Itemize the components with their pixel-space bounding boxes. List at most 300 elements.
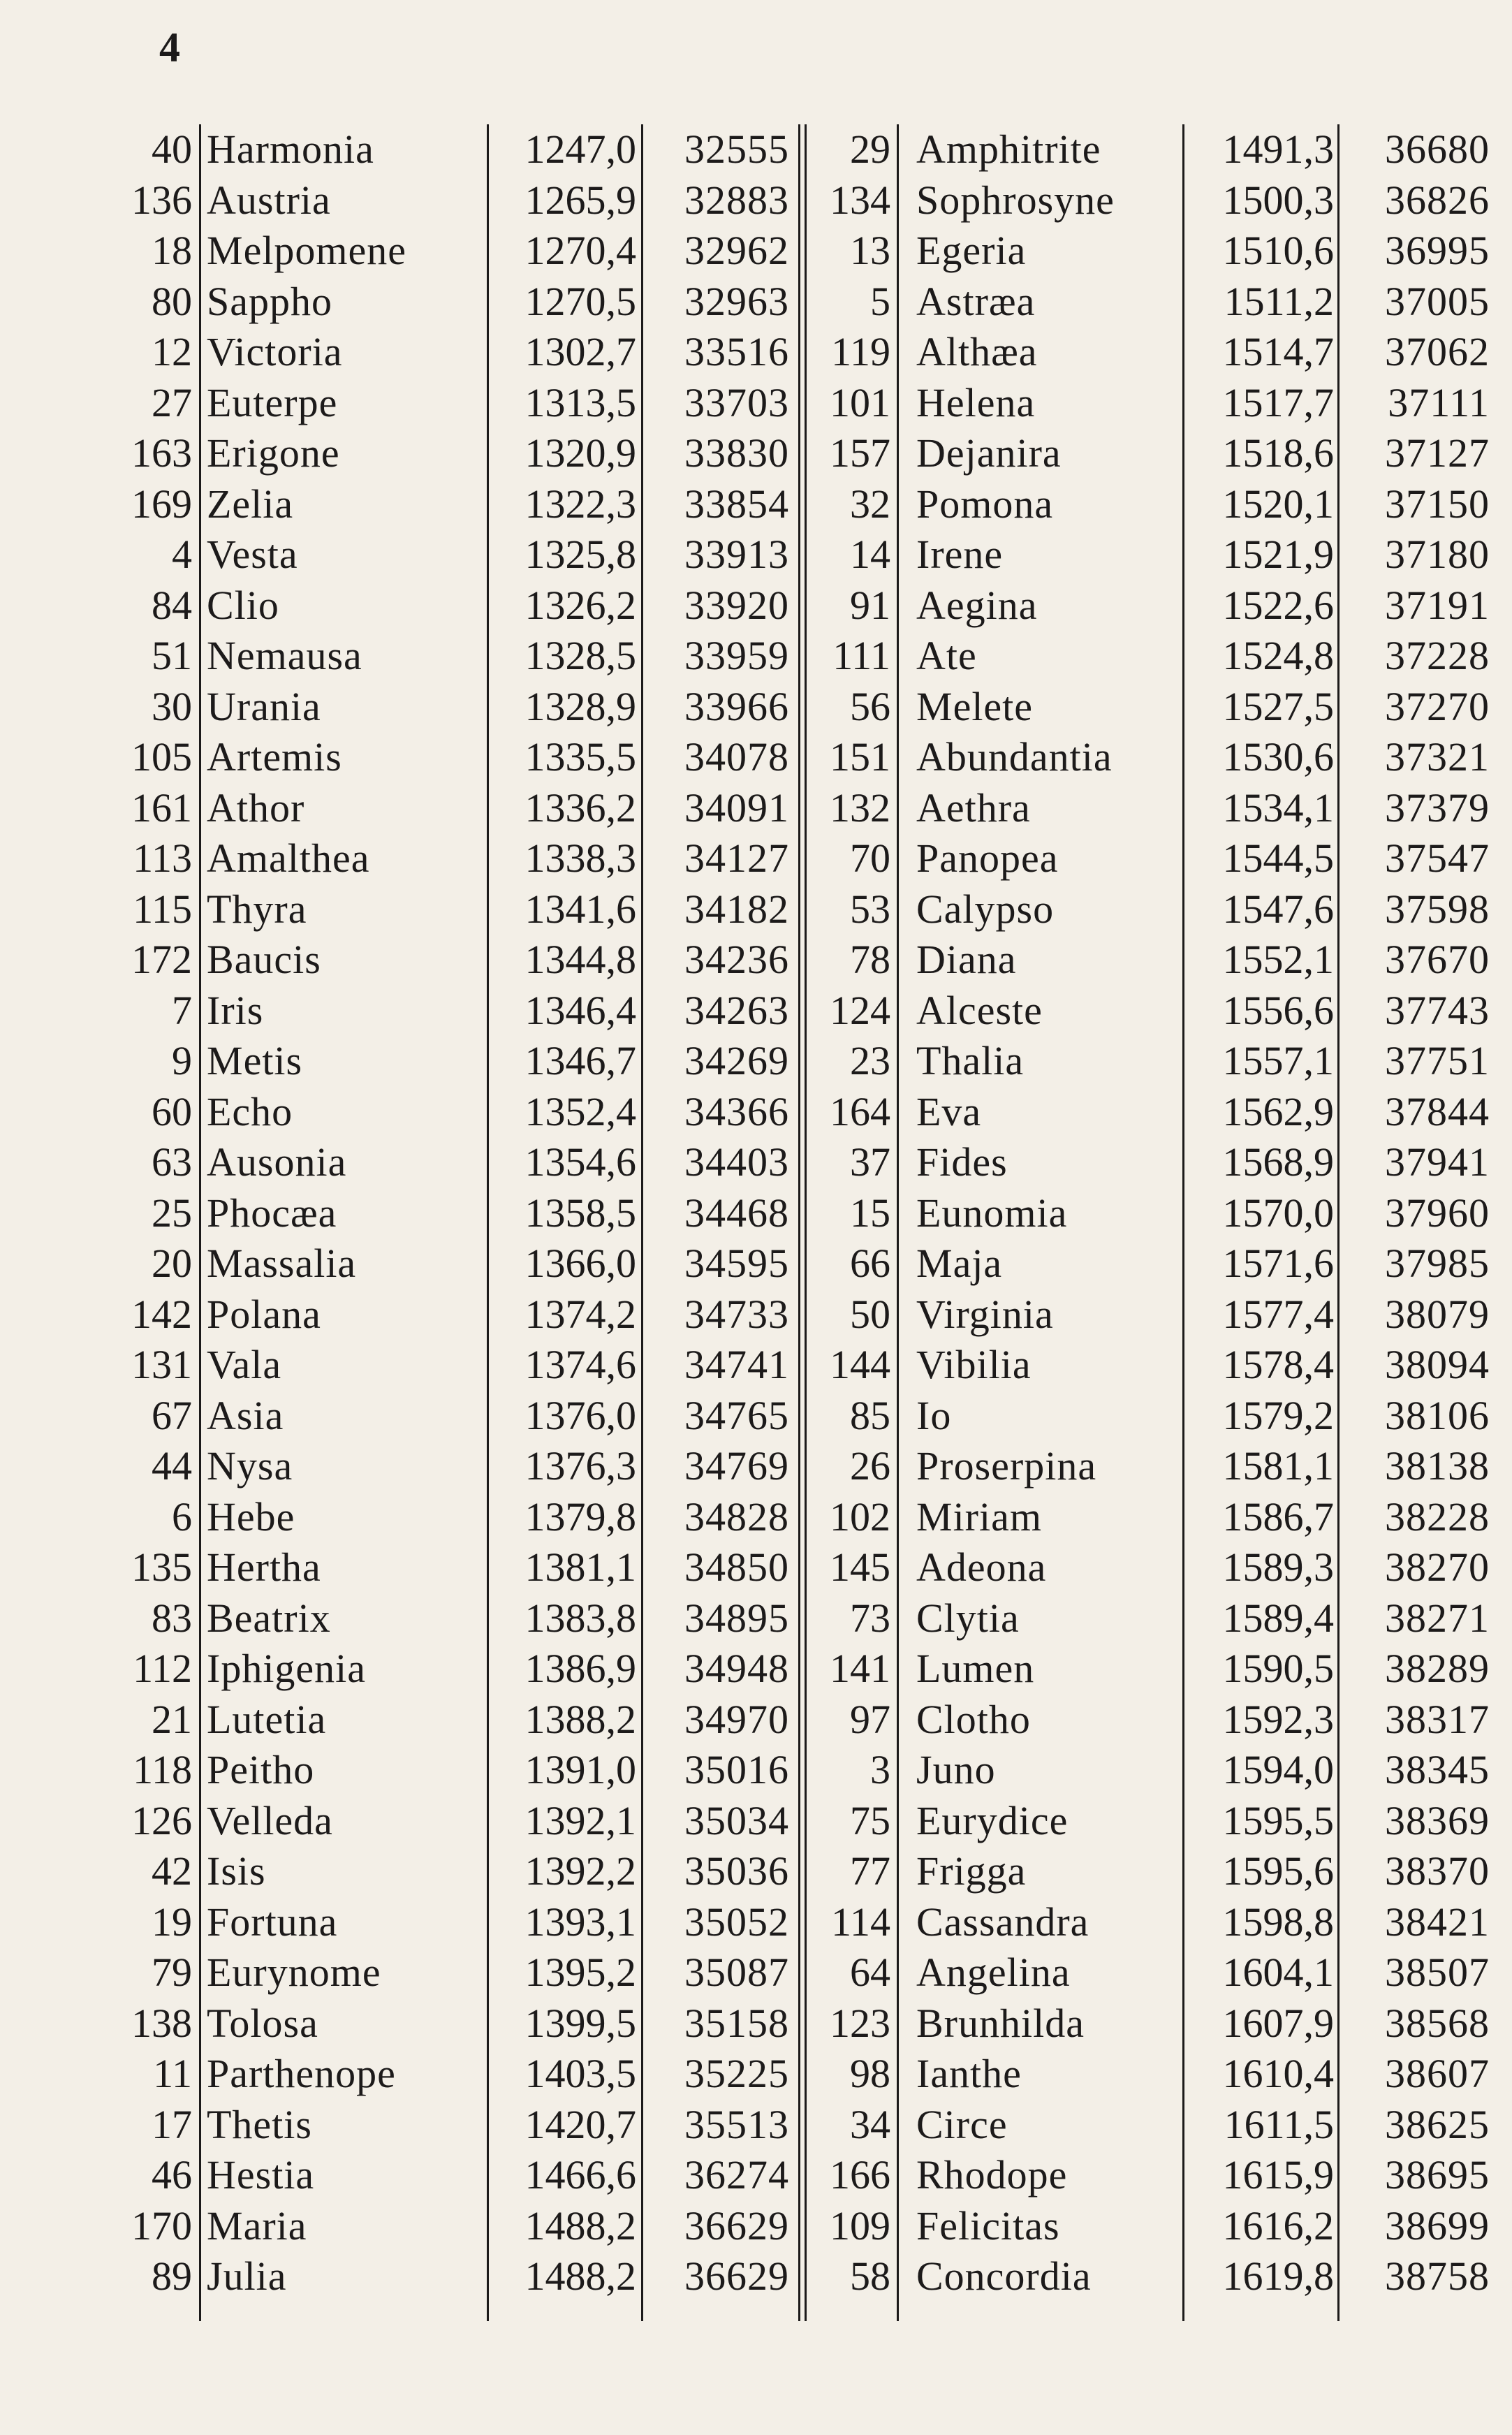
right-name: Rhodope	[916, 2152, 1068, 2198]
right-name: Calypso	[916, 886, 1055, 932]
left-magnitude: 32555	[684, 126, 789, 172]
left-number: 172	[131, 937, 192, 982]
right-magnitude: 38370	[1385, 1848, 1490, 1894]
left-number: 9	[172, 1038, 192, 1083]
left-name: Beatrix	[207, 1595, 331, 1641]
left-value: 1336,2	[524, 784, 636, 831]
left-number: 17	[152, 2101, 192, 2147]
table-row	[0, 1796, 1512, 1847]
left-name: Velleda	[207, 1797, 333, 1843]
table-row	[0, 124, 1512, 175]
left-number: 89	[152, 2253, 192, 2299]
left-number: 118	[133, 1747, 192, 1792]
table-row	[0, 1441, 1512, 1492]
left-magnitude: 36629	[684, 2202, 789, 2248]
right-number: 102	[830, 1493, 890, 1540]
right-magnitude: 37005	[1385, 278, 1490, 324]
right-magnitude: 37960	[1385, 1190, 1490, 1236]
left-value: 1374,2	[524, 1291, 636, 1337]
left-number: 60	[152, 1088, 192, 1134]
left-value: 1393,1	[524, 1899, 636, 1945]
right-magnitude: 37111	[1388, 379, 1490, 425]
left-magnitude: 34269	[684, 1038, 789, 1083]
right-number: 15	[850, 1190, 890, 1236]
right-magnitude: 37743	[1385, 987, 1490, 1033]
right-number: 53	[850, 886, 890, 932]
right-name: Panopea	[916, 835, 1059, 881]
left-name: Urania	[207, 683, 321, 729]
table-row	[0, 1745, 1512, 1796]
right-number: 73	[850, 1595, 890, 1641]
right-number: 14	[850, 532, 890, 577]
left-value: 1346,4	[524, 987, 636, 1033]
left-magnitude: 34828	[684, 1493, 789, 1540]
right-name: Aethra	[916, 784, 1031, 831]
right-value: 1604,1	[1222, 1950, 1334, 1995]
left-number: 6	[172, 1493, 192, 1540]
right-magnitude: 37985	[1385, 1241, 1490, 1286]
right-number: 124	[830, 987, 890, 1033]
right-number: 5	[870, 278, 890, 324]
left-value: 1383,8	[524, 1595, 636, 1641]
right-value: 1594,0	[1222, 1747, 1334, 1792]
left-number: 4	[172, 532, 192, 577]
left-magnitude: 35087	[684, 1950, 789, 1995]
right-number: 119	[831, 329, 890, 374]
table-row	[0, 1036, 1512, 1087]
right-number: 26	[850, 1443, 890, 1489]
right-magnitude: 38369	[1385, 1797, 1490, 1843]
left-value: 1379,8	[524, 1493, 636, 1540]
left-name: Hestia	[207, 2152, 315, 2198]
right-magnitude: 38228	[1385, 1493, 1490, 1540]
right-name: Clytia	[916, 1595, 1020, 1641]
right-number: 164	[830, 1088, 890, 1134]
right-number: 144	[830, 1342, 890, 1387]
right-magnitude: 37321	[1385, 734, 1490, 780]
right-number: 166	[830, 2152, 890, 2198]
left-name: Parthenope	[207, 2051, 396, 2096]
right-value: 1610,4	[1222, 2051, 1334, 2096]
left-value: 1320,9	[524, 430, 636, 476]
right-name: Astræa	[916, 278, 1036, 324]
right-magnitude: 38625	[1385, 2101, 1490, 2147]
left-name: Zelia	[207, 481, 294, 527]
left-name: Athor	[207, 784, 305, 831]
right-value: 1562,9	[1222, 1088, 1334, 1134]
table-row	[0, 580, 1512, 631]
right-name: Angelina	[916, 1950, 1071, 1995]
left-magnitude: 36629	[684, 2253, 789, 2299]
right-magnitude: 38317	[1385, 1696, 1490, 1742]
left-number: 138	[131, 2000, 192, 2046]
table-row	[0, 1542, 1512, 1593]
left-value: 1399,5	[524, 2000, 636, 2046]
left-name: Fortuna	[207, 1899, 338, 1945]
table-row	[0, 1644, 1512, 1695]
right-value: 1517,7	[1222, 379, 1334, 425]
right-name: Pomona	[916, 481, 1054, 527]
right-magnitude: 38421	[1385, 1899, 1490, 1945]
right-magnitude: 38079	[1385, 1291, 1490, 1337]
right-name: Ianthe	[916, 2051, 1022, 2096]
right-magnitude: 38695	[1385, 2152, 1490, 2198]
right-number: 97	[850, 1696, 890, 1742]
left-name: Nysa	[207, 1443, 293, 1489]
left-number: 51	[152, 633, 192, 678]
left-magnitude: 34595	[684, 1241, 789, 1286]
right-number: 56	[850, 683, 890, 729]
left-value: 1376,0	[524, 1392, 636, 1438]
right-magnitude: 37844	[1385, 1088, 1490, 1134]
left-value: 1270,4	[524, 228, 636, 273]
right-value: 1571,6	[1222, 1241, 1334, 1286]
left-name: Echo	[207, 1088, 293, 1134]
left-value: 1313,5	[524, 379, 636, 425]
right-value: 1578,4	[1222, 1342, 1334, 1387]
right-name: Egeria	[916, 228, 1027, 273]
right-number: 132	[830, 784, 890, 831]
left-value: 1420,7	[524, 2101, 636, 2147]
left-number: 42	[152, 1848, 192, 1894]
right-value: 1607,9	[1222, 2000, 1334, 2046]
left-name: Artemis	[207, 734, 342, 780]
right-name: Frigga	[916, 1848, 1027, 1894]
right-number: 109	[830, 2202, 890, 2248]
right-magnitude: 38345	[1385, 1747, 1490, 1792]
right-number: 78	[850, 937, 890, 982]
left-number: 113	[133, 835, 192, 881]
left-name: Erigone	[207, 430, 340, 476]
left-magnitude: 35052	[684, 1899, 789, 1945]
right-name: Helena	[916, 379, 1036, 425]
right-name: Circe	[916, 2101, 1008, 2147]
left-value: 1352,4	[524, 1088, 636, 1134]
right-name: Aegina	[916, 582, 1038, 628]
right-name: Eurydice	[916, 1797, 1069, 1843]
left-value: 1328,5	[524, 633, 636, 678]
left-name: Victoria	[207, 329, 343, 374]
right-number: 85	[850, 1392, 890, 1438]
left-name: Polana	[207, 1291, 321, 1337]
left-number: 112	[133, 1646, 192, 1691]
right-number: 111	[832, 633, 890, 678]
left-magnitude: 34182	[684, 886, 789, 932]
left-number: 20	[152, 1241, 192, 1286]
left-name: Baucis	[207, 937, 321, 982]
left-name: Melpomene	[207, 228, 407, 273]
right-magnitude: 37191	[1385, 582, 1490, 628]
right-number: 50	[850, 1291, 890, 1337]
left-number: 84	[152, 582, 192, 628]
left-magnitude: 34769	[684, 1443, 789, 1489]
right-number: 141	[830, 1646, 890, 1691]
left-number: 63	[152, 1139, 192, 1185]
table-row	[0, 1137, 1512, 1188]
right-magnitude: 38106	[1385, 1392, 1490, 1438]
left-magnitude: 33913	[684, 532, 789, 577]
left-name: Peitho	[207, 1747, 315, 1792]
right-value: 1534,1	[1222, 784, 1334, 831]
left-value: 1346,7	[524, 1038, 636, 1083]
table-row	[0, 277, 1512, 328]
right-number: 114	[831, 1899, 890, 1945]
right-magnitude: 37941	[1385, 1139, 1490, 1185]
right-name: Juno	[916, 1747, 996, 1792]
left-number: 44	[152, 1443, 192, 1489]
right-value: 1570,0	[1222, 1190, 1334, 1236]
right-value: 1619,8	[1222, 2253, 1334, 2299]
left-number: 27	[152, 379, 192, 425]
left-value: 1328,9	[524, 683, 636, 729]
table-row	[0, 1695, 1512, 1746]
right-name: Miriam	[916, 1493, 1042, 1540]
left-magnitude: 33854	[684, 481, 789, 527]
left-value: 1344,8	[524, 937, 636, 982]
right-value: 1511,2	[1224, 278, 1334, 324]
right-magnitude: 37270	[1385, 683, 1490, 729]
table-row	[0, 2251, 1512, 2302]
left-name: Thetis	[207, 2101, 312, 2147]
right-magnitude: 36680	[1385, 126, 1490, 172]
table-row	[0, 1289, 1512, 1340]
right-value: 1518,6	[1222, 430, 1334, 476]
left-name: Asia	[207, 1392, 284, 1438]
left-number: 161	[131, 784, 192, 831]
right-magnitude: 37598	[1385, 886, 1490, 932]
table-row	[0, 479, 1512, 530]
left-number: 105	[131, 734, 192, 780]
left-number: 79	[152, 1950, 192, 1995]
left-name: Iphigenia	[207, 1646, 367, 1691]
right-value: 1589,3	[1222, 1544, 1334, 1590]
right-name: Eunomia	[916, 1190, 1068, 1236]
left-value: 1388,2	[524, 1696, 636, 1742]
right-magnitude: 38699	[1385, 2202, 1490, 2248]
left-name: Iris	[207, 987, 264, 1033]
left-magnitude: 32963	[684, 278, 789, 324]
right-value: 1510,6	[1222, 228, 1334, 273]
left-value: 1488,2	[524, 2253, 636, 2299]
left-number: 170	[131, 2202, 192, 2248]
left-name: Metis	[207, 1038, 303, 1083]
right-number: 75	[850, 1797, 890, 1843]
left-magnitude: 34091	[684, 784, 789, 831]
left-value: 1376,3	[524, 1443, 636, 1489]
right-name: Amphitrite	[916, 126, 1101, 172]
table-row	[0, 732, 1512, 783]
right-name: Io	[916, 1392, 952, 1438]
table-row	[0, 2201, 1512, 2252]
right-magnitude: 38094	[1385, 1342, 1490, 1387]
right-name: Alceste	[916, 987, 1043, 1033]
left-value: 1322,3	[524, 481, 636, 527]
right-value: 1611,5	[1224, 2101, 1334, 2147]
left-value: 1325,8	[524, 532, 636, 577]
table-row	[0, 378, 1512, 429]
right-magnitude: 37062	[1385, 329, 1490, 374]
right-magnitude: 37228	[1385, 633, 1490, 678]
left-value: 1335,5	[524, 734, 636, 780]
right-value: 1520,1	[1222, 481, 1334, 527]
left-number: 40	[152, 126, 192, 172]
right-value: 1524,8	[1222, 633, 1334, 678]
right-value: 1556,6	[1222, 987, 1334, 1033]
left-magnitude: 33516	[684, 329, 789, 374]
right-number: 77	[850, 1848, 890, 1894]
right-magnitude: 38507	[1385, 1950, 1490, 1995]
left-number: 83	[152, 1595, 192, 1641]
right-magnitude: 38271	[1385, 1595, 1490, 1641]
right-number: 37	[850, 1139, 890, 1185]
left-number: 30	[152, 683, 192, 729]
left-magnitude: 35225	[684, 2051, 789, 2096]
left-value: 1381,1	[524, 1544, 636, 1590]
table-row	[0, 682, 1512, 733]
table-row	[0, 1238, 1512, 1289]
left-magnitude: 34970	[684, 1696, 789, 1742]
table-row	[0, 1897, 1512, 1948]
right-number: 98	[850, 2051, 890, 2096]
right-number: 145	[830, 1544, 890, 1590]
right-name: Irene	[916, 532, 1004, 577]
left-name: Sappho	[207, 278, 332, 324]
right-name: Diana	[916, 937, 1017, 982]
left-value: 1366,0	[524, 1241, 636, 1286]
table-row	[0, 1593, 1512, 1644]
left-name: Thyra	[207, 886, 307, 932]
left-value: 1488,2	[524, 2202, 636, 2248]
right-name: Maja	[916, 1241, 1003, 1286]
right-number: 13	[850, 228, 890, 273]
right-value: 1544,5	[1222, 835, 1334, 881]
right-value: 1589,4	[1222, 1595, 1334, 1641]
left-value: 1354,6	[524, 1139, 636, 1185]
left-name: Amalthea	[207, 835, 370, 881]
right-value: 1552,1	[1222, 937, 1334, 982]
right-number: 151	[830, 734, 890, 780]
left-magnitude: 33920	[684, 582, 789, 628]
page-number: 4	[159, 24, 180, 71]
right-number: 134	[830, 177, 890, 223]
left-number: 67	[152, 1392, 192, 1438]
left-magnitude: 34895	[684, 1595, 789, 1641]
left-magnitude: 33703	[684, 379, 789, 425]
table-row	[0, 1492, 1512, 1543]
right-value: 1592,3	[1222, 1696, 1334, 1742]
left-number: 163	[131, 430, 192, 476]
right-magnitude: 37547	[1385, 835, 1490, 881]
right-magnitude: 37670	[1385, 937, 1490, 982]
right-magnitude: 38270	[1385, 1544, 1490, 1590]
left-magnitude: 35513	[684, 2101, 789, 2147]
table-row	[0, 631, 1512, 682]
table-row	[0, 833, 1512, 884]
right-name: Brunhilda	[916, 2000, 1085, 2046]
left-number: 21	[152, 1696, 192, 1742]
table-row	[0, 226, 1512, 277]
left-magnitude: 32962	[684, 228, 789, 273]
left-number: 46	[152, 2152, 192, 2198]
right-name: Vibilia	[916, 1342, 1032, 1387]
right-value: 1581,1	[1222, 1443, 1334, 1489]
left-magnitude: 34765	[684, 1392, 789, 1438]
left-value: 1341,6	[524, 886, 636, 932]
left-value: 1302,7	[524, 329, 636, 374]
left-magnitude: 35034	[684, 1797, 789, 1843]
right-number: 66	[850, 1241, 890, 1286]
right-value: 1615,9	[1222, 2152, 1334, 2198]
table-row	[0, 1340, 1512, 1391]
left-value: 1374,6	[524, 1342, 636, 1387]
left-number: 80	[152, 278, 192, 324]
right-number: 23	[850, 1038, 890, 1083]
right-name: Thalia	[916, 1038, 1025, 1083]
right-value: 1521,9	[1222, 532, 1334, 577]
right-name: Clotho	[916, 1696, 1031, 1742]
left-magnitude: 34078	[684, 734, 789, 780]
left-name: Julia	[207, 2253, 287, 2299]
left-value: 1247,0	[524, 126, 636, 172]
right-number: 101	[830, 379, 890, 425]
table-row	[0, 1998, 1512, 2049]
right-magnitude: 38607	[1385, 2051, 1490, 2096]
left-value: 1358,5	[524, 1190, 636, 1236]
right-number: 29	[850, 126, 890, 172]
right-magnitude: 37150	[1385, 481, 1490, 527]
left-number: 7	[172, 987, 192, 1033]
left-number: 131	[131, 1342, 192, 1387]
right-name: Sophrosyne	[916, 177, 1115, 223]
right-magnitude: 37180	[1385, 532, 1490, 577]
left-magnitude: 36274	[684, 2152, 789, 2198]
left-name: Euterpe	[207, 379, 338, 425]
left-magnitude: 34468	[684, 1190, 789, 1236]
table-row	[0, 2150, 1512, 2201]
right-magnitude: 37127	[1385, 430, 1490, 476]
left-value: 1395,2	[524, 1950, 636, 1995]
right-number: 34	[850, 2101, 890, 2147]
left-value: 1466,6	[524, 2152, 636, 2198]
right-value: 1595,6	[1222, 1848, 1334, 1894]
left-name: Vesta	[207, 532, 298, 577]
table-row	[0, 935, 1512, 986]
left-magnitude: 34733	[684, 1291, 789, 1337]
right-number: 32	[850, 481, 890, 527]
left-value: 1392,2	[524, 1848, 636, 1894]
right-name: Felicitas	[916, 2202, 1060, 2248]
right-value: 1590,5	[1222, 1646, 1334, 1691]
left-number: 169	[131, 481, 192, 527]
right-name: Ate	[916, 633, 977, 678]
left-name: Phocæa	[207, 1190, 337, 1236]
right-value: 1547,6	[1222, 886, 1334, 932]
left-number: 115	[133, 886, 192, 932]
left-magnitude: 34236	[684, 937, 789, 982]
right-value: 1579,2	[1222, 1392, 1334, 1438]
right-value: 1598,8	[1222, 1899, 1334, 1945]
left-name: Maria	[207, 2202, 307, 2248]
right-name: Proserpina	[916, 1443, 1097, 1489]
right-number: 157	[830, 430, 890, 476]
left-value: 1265,9	[524, 177, 636, 223]
right-name: Lumen	[916, 1646, 1035, 1691]
right-magnitude: 38138	[1385, 1443, 1490, 1489]
left-name: Hebe	[207, 1493, 295, 1540]
right-magnitude: 36995	[1385, 228, 1490, 273]
right-value: 1616,2	[1222, 2202, 1334, 2248]
left-number: 126	[131, 1797, 192, 1843]
